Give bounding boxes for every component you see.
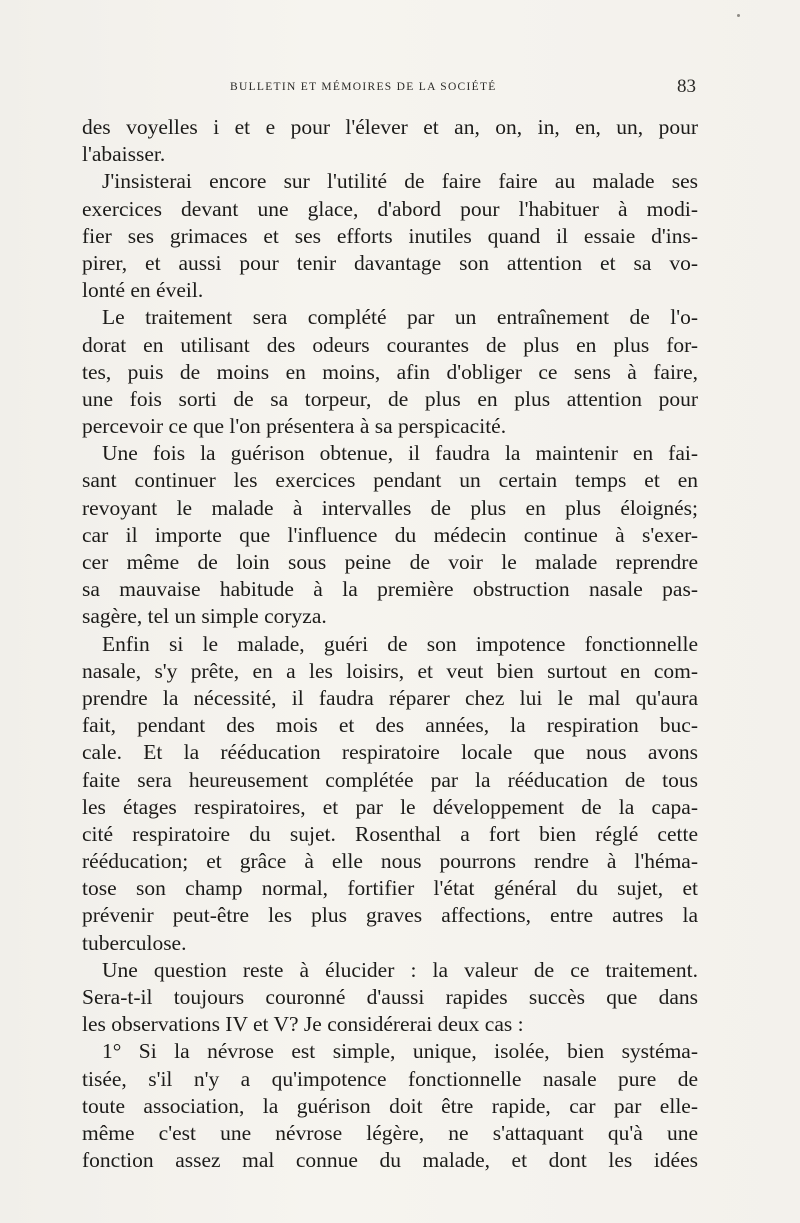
text-line: tuberculose.	[82, 930, 187, 955]
text-line: lonté en éveil.	[82, 278, 204, 303]
text-line: cer même de loin sous peine de voir le malade reprendre	[82, 550, 698, 574]
text-line: nasale, s'y prête, en a les loisirs, et veut bien surtout en com-	[82, 658, 698, 683]
text-line: Le traitement sera complété par un entraînement de l'o-	[102, 305, 698, 330]
running-head: BULLETIN ET MÉMOIRES DE LA SOCIÉTÉ	[230, 81, 497, 93]
text-line: exercices devant une glace, d'abord pour l'habituer à modi-	[82, 196, 698, 221]
body-text	[82, 114, 698, 1174]
text-line: Une fois la guérison obtenue, il faudra la maintenir en fai-	[102, 441, 698, 466]
text-line: dorat en utilisant des odeurs courantes de plus en plus for-	[82, 332, 698, 357]
text-line: prévenir peut-être les plus graves affections, entre autres la	[82, 903, 698, 928]
text-line: fonction assez mal connue du malade, et dont les idées	[82, 1148, 698, 1173]
text-line: tes, puis de moins en moins, afin d'obliger ce sens à faire,	[82, 359, 698, 384]
text-line: fier ses grimaces et ses efforts inutiles quand il essaie d'ins-	[82, 223, 698, 248]
text-line: faite sera heureusement complétée par la rééducation de tous	[82, 767, 698, 792]
text-line: sant continuer les exercices pendant un certain temps et en	[82, 468, 698, 493]
text-line: une fois sorti de sa torpeur, de plus en plus attention pour	[82, 386, 698, 411]
text-line: car il importe que l'influence du médecin continue à s'exer-	[82, 522, 698, 547]
text-line: même c'est une névrose légère, ne s'attaquant qu'à une	[82, 1120, 698, 1145]
text-line: l'abaisser.	[82, 142, 166, 167]
text-line: J'insisterai encore sur l'utilité de faire faire au malade ses	[102, 169, 698, 194]
text-line: fait, pendant des mois et des années, la respiration buc-	[82, 713, 698, 738]
text-line: 1° Si la névrose est simple, unique, isolée, bien systéma-	[102, 1039, 698, 1064]
text-line: tisée, s'il n'y a qu'impotence fonctionnelle nasale pure de	[82, 1066, 698, 1091]
text-line: sa mauvaise habitude à la première obstruction nasale pas-	[82, 577, 698, 602]
text-line: des voyelles i et e pour l'élever et an, on, in, en, un, pour	[82, 115, 698, 139]
text-line: prendre la nécessité, il faudra réparer chez lui le mal qu'aura	[82, 685, 698, 710]
page-header	[82, 76, 698, 100]
text-line: rééducation; et grâce à elle nous pourrons rendre à l'héma-	[82, 849, 698, 874]
text-line: tose son champ normal, fortifier l'état général du sujet, et	[82, 876, 698, 901]
paper-speck	[737, 14, 740, 17]
text-line: cité respiratoire du sujet. Rosenthal a fort bien réglé cette	[82, 821, 698, 846]
text-line: Sera-t-il toujours couronné d'aussi rapides succès que dans	[82, 985, 698, 1009]
text-line: Une question reste à élucider : la valeur de ce traitement.	[102, 957, 698, 982]
text-line: cale. Et la rééducation respiratoire locale que nous avons	[82, 740, 698, 765]
text-line: sagère, tel un simple coryza.	[82, 604, 327, 629]
text-line: Enfin si le malade, guéri de son impotence fonctionnelle	[102, 631, 698, 656]
page-number: 83	[677, 76, 696, 97]
text-line: pirer, et aussi pour tenir davantage son attention et sa vo-	[82, 250, 698, 275]
text-line: toute association, la guérison doit être rapide, car par elle-	[82, 1093, 698, 1118]
text-line: revoyant le malade à intervalles de plus en plus éloignés;	[82, 495, 698, 520]
text-line: les étages respiratoires, et par le développement de la capa-	[82, 794, 698, 819]
text-line: percevoir ce que l'on présentera à sa perspicacité.	[82, 414, 507, 439]
text-line: les observations IV et V? Je considérerai deux cas :	[82, 1012, 524, 1037]
